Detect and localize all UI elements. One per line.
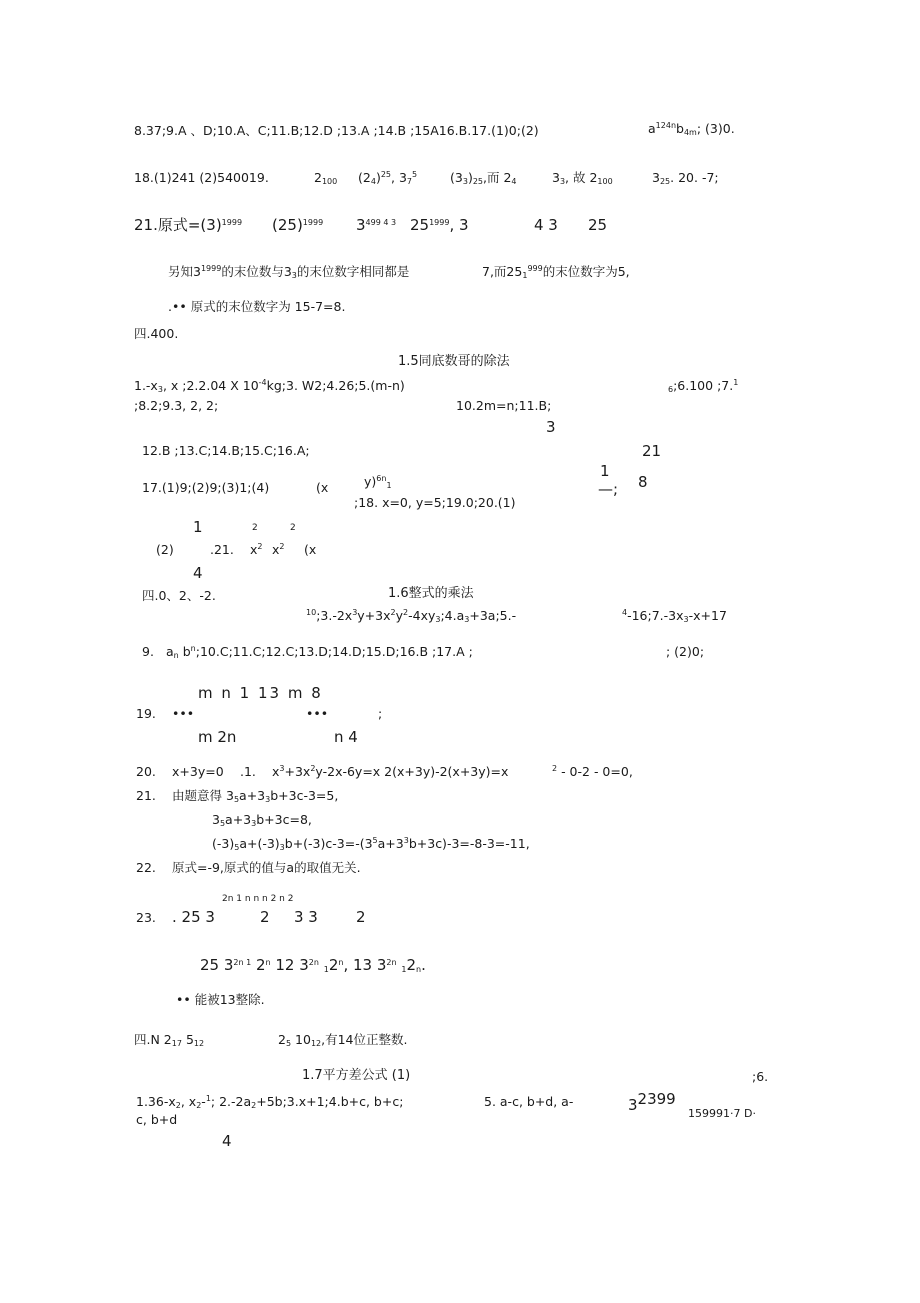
superscript: 2399 xyxy=(637,1090,676,1108)
text: •• 能被13整除. xyxy=(176,992,265,1007)
text: , x xyxy=(180,1094,197,1109)
fraction-part xyxy=(193,566,203,581)
subscript: 3 xyxy=(291,271,297,280)
subscript: 5 xyxy=(233,795,240,804)
subscript: 2 xyxy=(196,1101,202,1110)
text: 17.(1)9;(2)9;(3)1;(4) xyxy=(142,480,270,495)
text: x xyxy=(272,542,280,557)
text: 23. xyxy=(136,910,156,925)
superscript: 5 xyxy=(412,170,418,179)
text: a+(-3) xyxy=(239,836,280,851)
superscript: 3 xyxy=(403,836,409,845)
text: -4xy xyxy=(408,608,436,623)
text: 1.6整式的乘法 xyxy=(388,586,474,601)
superscript: 2 xyxy=(552,764,558,773)
text: (x xyxy=(316,480,329,495)
text: 4 xyxy=(222,1132,232,1150)
math-expression xyxy=(304,544,316,557)
math-expression xyxy=(356,218,396,233)
answer-line-18 xyxy=(134,172,269,185)
superscript: n xyxy=(190,644,196,653)
text: 2 xyxy=(406,956,416,974)
text: a+3 xyxy=(377,836,404,851)
text: 由题意得 3 xyxy=(172,788,234,803)
subscript: 7 xyxy=(406,177,413,186)
text: b+3c=8, xyxy=(256,812,312,827)
text: ;4.a xyxy=(440,608,465,623)
superscript: 3 xyxy=(279,764,285,773)
text: , 3 xyxy=(391,170,407,185)
math-expression xyxy=(250,544,263,557)
text: 10 xyxy=(295,1032,311,1047)
text: (x xyxy=(304,542,317,557)
text: b xyxy=(182,644,191,659)
superscript: 3 xyxy=(352,608,358,617)
text: 3 xyxy=(546,418,556,436)
text: 2 xyxy=(290,523,296,533)
superscript: 999 xyxy=(527,264,543,273)
text: m n 1 13 m 8 xyxy=(198,684,323,702)
answer-line xyxy=(172,862,361,875)
superscript: 124n xyxy=(655,121,677,130)
subscript: 2 xyxy=(175,1101,181,1110)
subscript: 3 xyxy=(462,177,468,186)
text: 22. xyxy=(136,860,156,875)
subscript: 100 xyxy=(597,177,613,186)
text: 2 xyxy=(260,908,270,926)
superscript: 2 xyxy=(403,608,409,617)
text: ,有14位正整数. xyxy=(321,1032,408,1047)
answer-line xyxy=(136,862,156,875)
text: ; (2)0; xyxy=(666,644,705,659)
text: 2 xyxy=(328,956,339,974)
subscript: 1 xyxy=(522,271,528,280)
text: 1.5同底数哥的除法 xyxy=(398,354,510,369)
text: 25 xyxy=(588,216,608,234)
text xyxy=(378,708,382,721)
fraction-part xyxy=(598,482,618,497)
text: x+3y=0 xyxy=(172,764,224,779)
answer-line xyxy=(354,497,516,510)
math-expression xyxy=(316,482,328,495)
fraction-part xyxy=(600,464,610,479)
math-expression xyxy=(212,814,312,827)
text: ; (3)0. xyxy=(696,121,735,136)
text: . 20. -7; xyxy=(670,170,719,185)
text: 10.2m=n;11.B; xyxy=(456,398,552,413)
answer-line-21 xyxy=(134,218,242,233)
superscript: 2 xyxy=(279,542,285,551)
text: , x ;2.2.04 X 10 xyxy=(162,378,259,393)
text: 2 xyxy=(255,956,266,974)
text: 3 3 xyxy=(294,908,318,926)
subscript: 1 xyxy=(386,481,392,490)
text: 的末位数与3 xyxy=(221,264,292,279)
superscript: n xyxy=(338,958,344,967)
superscript: 25 xyxy=(380,170,392,179)
math-expression xyxy=(628,1090,676,1114)
text: 25 3 xyxy=(200,956,234,974)
superscript: 2n xyxy=(386,958,397,967)
text: y) xyxy=(364,474,377,489)
text: (2) xyxy=(156,542,174,557)
text: 20. xyxy=(136,764,156,779)
text: ; xyxy=(378,706,383,721)
math-expression xyxy=(534,218,558,233)
answer-line xyxy=(456,400,551,413)
math-expression xyxy=(648,123,735,136)
subscript: 5 xyxy=(234,843,240,852)
superscript: 1999 xyxy=(429,218,450,227)
answer-line xyxy=(240,766,256,779)
superscript: 6n xyxy=(376,474,387,483)
math-expression xyxy=(272,544,285,557)
text: -x+17 xyxy=(688,608,727,623)
fraction-part xyxy=(193,520,203,535)
answer-line xyxy=(306,610,516,623)
text: 的末位数字为5, xyxy=(542,264,630,279)
exponents-row xyxy=(222,895,293,904)
text: 1.-x xyxy=(134,378,158,393)
math-expression xyxy=(172,910,215,925)
text: 2 xyxy=(252,523,258,533)
text: ••• xyxy=(172,706,195,721)
text: 2n 1 n n n 2 n 2 xyxy=(222,894,294,904)
text: y-2x-6y=x 2(x+3y)-2(x+3y)=x xyxy=(315,764,509,779)
text: a xyxy=(166,644,174,659)
subscript: 5 xyxy=(285,1039,292,1048)
superscript: 10 xyxy=(306,608,317,617)
text: x xyxy=(250,542,258,557)
text: 四.N 2 xyxy=(134,1032,172,1047)
text: 3 xyxy=(212,812,220,827)
text: a+3 xyxy=(239,788,266,803)
text: ;18. x=0, y=5;19.0;20.(1) xyxy=(354,495,516,510)
text: ;3.-2x xyxy=(316,608,353,623)
brace-dots xyxy=(172,708,194,721)
text: 2 xyxy=(278,1032,286,1047)
superscript: 2 xyxy=(310,764,316,773)
text: 21. xyxy=(136,788,156,803)
text: (3 xyxy=(450,170,463,185)
answer-line xyxy=(134,1034,204,1047)
text: (-3) xyxy=(212,836,235,851)
text: 7,而25 xyxy=(482,264,523,279)
text: ) xyxy=(467,170,473,185)
text: , 13 3 xyxy=(343,956,387,974)
text: . 25 3 xyxy=(172,908,215,926)
answer-line xyxy=(752,1071,768,1084)
answer-line xyxy=(156,544,174,557)
subscript: 3 xyxy=(435,615,441,624)
answer-line xyxy=(136,790,156,803)
text: 1 xyxy=(193,518,203,536)
subscript: 25 xyxy=(659,177,671,186)
text: ;10.C;11.C;12.C;13.D;14.D;15.D;16.B ;17.A ; xyxy=(195,644,473,659)
text: -16;7.-3x xyxy=(627,608,684,623)
math-expression xyxy=(272,766,508,779)
subscript: 6 xyxy=(668,385,674,394)
text: .•• 原式的末位数字为 15-7=8. xyxy=(168,299,346,314)
system-equation-bottom xyxy=(334,730,358,745)
text: 原式=-9,原式的值与a的取值无关. xyxy=(172,860,361,875)
text: ••• xyxy=(306,706,329,721)
text: ;6. xyxy=(752,1069,769,1084)
math-expression xyxy=(588,218,607,233)
answer-line xyxy=(622,610,727,623)
math-expression xyxy=(356,910,366,925)
superscript: 2 xyxy=(390,608,396,617)
text: ; 2.-2a xyxy=(210,1094,252,1109)
text: x xyxy=(272,764,280,779)
math-expression xyxy=(172,790,338,803)
subscript: 3 xyxy=(157,385,163,394)
text: 21.原式=(3) xyxy=(134,216,222,234)
text: 四.0、2、-2. xyxy=(142,588,216,603)
superscript: n xyxy=(265,958,271,967)
text: y xyxy=(395,608,404,623)
subscript: 4 xyxy=(511,177,517,186)
text: +3a;5.- xyxy=(469,608,517,623)
text: 1.36-x xyxy=(136,1094,176,1109)
text: ,而 2 xyxy=(483,170,512,185)
fraction-part xyxy=(638,475,648,490)
math-expression xyxy=(450,172,517,185)
text: .21. xyxy=(210,542,234,557)
math-expression xyxy=(200,958,426,973)
answer-line xyxy=(142,590,216,603)
subscript: 17 xyxy=(171,1039,182,1048)
text: .1. xyxy=(240,764,256,779)
section-title xyxy=(302,1069,410,1082)
subscript: 3 xyxy=(251,819,257,828)
math-expression xyxy=(652,172,719,185)
superscript: 1999 xyxy=(200,264,222,273)
section-title xyxy=(398,355,510,368)
paragraph-line xyxy=(168,266,409,279)
text: 4 3 xyxy=(534,216,558,234)
subscript: 3 xyxy=(279,843,285,852)
subscript: 1 xyxy=(401,965,407,974)
answer-line xyxy=(136,1096,403,1109)
text: 的末位数字相同都是 xyxy=(296,264,410,279)
text: kg;3. W2;4.26;5.(m-n) xyxy=(266,378,405,393)
text: b xyxy=(676,121,684,136)
answer-line xyxy=(134,400,218,413)
text: n 4 xyxy=(334,728,358,746)
math-expression xyxy=(260,910,270,925)
system-equation-top xyxy=(198,686,323,701)
superscript: 2n 1 xyxy=(233,958,252,967)
exponent xyxy=(252,524,258,533)
answer-line xyxy=(136,912,156,925)
text: 12.B ;13.C;14.B;15.C;16.A; xyxy=(142,443,310,458)
answer-line xyxy=(136,766,156,779)
subscript: 4 xyxy=(370,177,376,186)
answer-line xyxy=(142,646,154,659)
subscript: 1 xyxy=(323,965,329,974)
answer-line xyxy=(136,708,156,721)
subscript: 25 xyxy=(472,177,484,186)
text: y+3x xyxy=(357,608,391,623)
text: 5. a-c, b+d, a- xyxy=(484,1094,574,1109)
paragraph-line xyxy=(482,266,630,279)
text: 19. xyxy=(136,706,156,721)
answer-line xyxy=(142,482,269,495)
math-expression xyxy=(410,218,469,233)
fraction-part xyxy=(222,1134,232,1149)
superscript: 4 xyxy=(622,608,628,617)
text: (25) xyxy=(272,216,303,234)
subscript: n xyxy=(173,651,179,660)
text: a xyxy=(648,121,656,136)
paragraph-line xyxy=(134,328,178,341)
answer-line xyxy=(666,646,704,659)
answer-line xyxy=(166,646,473,659)
superscript: 1999 xyxy=(302,218,324,227)
paragraph-line xyxy=(168,301,345,314)
answer-line xyxy=(210,544,234,557)
text: 1.7平方差公式 (1) xyxy=(302,1068,411,1083)
text: 12 3 xyxy=(275,956,309,974)
answer-line xyxy=(278,1034,407,1047)
text: 1 xyxy=(600,462,610,480)
superscript: 1 xyxy=(205,1094,211,1103)
answer-line xyxy=(134,380,405,393)
subscript: 12 xyxy=(193,1039,205,1048)
superscript: 499 4 3 xyxy=(365,218,397,227)
section-title xyxy=(388,587,474,600)
math-expression xyxy=(314,172,337,185)
text: 8 xyxy=(638,473,648,491)
text: b+3c)-3=-8-3=-11, xyxy=(408,836,530,851)
subscript: n xyxy=(416,965,422,974)
fraction-part xyxy=(546,420,556,435)
brace-dots xyxy=(306,708,328,721)
text: m 2n xyxy=(198,728,237,746)
text: 3 xyxy=(356,216,366,234)
text: 9. xyxy=(142,644,154,659)
text: . xyxy=(421,956,426,974)
subscript: 3 xyxy=(683,615,689,624)
text: 3 xyxy=(628,1096,638,1114)
answer-line xyxy=(668,380,738,393)
text: c, b+d xyxy=(136,1112,178,1127)
paragraph-line xyxy=(176,994,265,1007)
subscript: 12 xyxy=(310,1039,322,1048)
math-expression xyxy=(272,218,323,233)
superscript: 1999 xyxy=(221,218,243,227)
text: a+3 xyxy=(225,812,252,827)
answer-line xyxy=(142,445,310,458)
superscript: -4 xyxy=(258,378,267,387)
text: +5b;3.x+1;4.b+c, b+c; xyxy=(256,1094,404,1109)
answer-line xyxy=(136,1114,177,1127)
text: 4 xyxy=(193,564,203,582)
system-equation-bottom xyxy=(198,730,236,745)
math-expression xyxy=(688,1108,756,1119)
fraction-part xyxy=(642,444,661,459)
text: , 3 xyxy=(449,216,469,234)
text: ) xyxy=(375,170,381,185)
superscript: 5 xyxy=(372,836,378,845)
subscript: 3 xyxy=(265,795,271,804)
subscript: 3 xyxy=(464,615,470,624)
text: 159991·7 D· xyxy=(688,1107,756,1120)
math-expression xyxy=(552,766,633,779)
text: 5 xyxy=(185,1032,194,1047)
math-expression xyxy=(294,910,318,925)
superscript: 2 xyxy=(257,542,263,551)
answer-line xyxy=(484,1096,573,1109)
text: 21 xyxy=(642,442,662,460)
text: , 故 2 xyxy=(565,170,598,185)
answer-line xyxy=(172,766,224,779)
text: 四.400. xyxy=(134,326,179,341)
text: b+(-3)c-3=-(3 xyxy=(284,836,373,851)
superscript: 1 xyxy=(733,378,739,387)
text: —; xyxy=(598,480,619,498)
text: (2 xyxy=(358,170,371,185)
text: 18.(1)241 (2)540019. xyxy=(134,170,269,185)
text: - 0-2 - 0=0, xyxy=(561,764,633,779)
subscript: 5 xyxy=(219,819,226,828)
text: 2 xyxy=(356,908,366,926)
math-expression xyxy=(552,172,613,185)
subscript: 2 xyxy=(251,1101,257,1110)
subscript: 4m xyxy=(683,128,697,137)
text: 25 xyxy=(410,216,430,234)
text: ;6.100 ;7. xyxy=(673,378,734,393)
exponent xyxy=(290,524,296,533)
math-expression xyxy=(364,476,392,489)
text: - xyxy=(201,1094,206,1109)
math-expression xyxy=(212,838,530,851)
text: ;8.2;9.3, 2, 2; xyxy=(134,398,219,413)
text: +3x xyxy=(284,764,311,779)
text: 3 xyxy=(552,170,560,185)
text: b+3c-3=5, xyxy=(270,788,339,803)
text: 8.37;9.A 、D;10.A、C;11.B;12.D ;13.A ;14.B ;15A16.B.17.(1)0;(2) xyxy=(134,123,539,138)
text: 另知3 xyxy=(168,264,201,279)
text: 3 xyxy=(652,170,660,185)
math-expression xyxy=(358,172,417,185)
subscript: 100 xyxy=(321,177,338,186)
subscript: 3 xyxy=(559,177,566,186)
answer-line-8-17 xyxy=(134,125,539,138)
text: 2 xyxy=(314,170,322,185)
superscript: 2n xyxy=(308,958,319,967)
